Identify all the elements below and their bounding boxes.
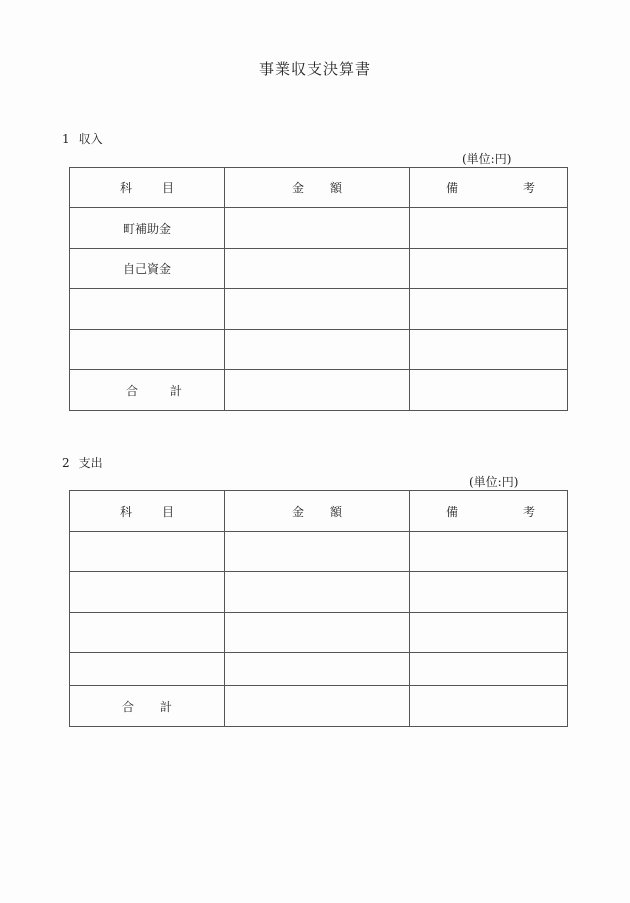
note-cell[interactable]: [410, 613, 568, 653]
amount-cell[interactable]: [225, 330, 410, 370]
table-row: [70, 572, 568, 613]
expense-table: [69, 490, 568, 727]
document-title: 事業収支決算書: [258, 60, 371, 78]
table-row: [70, 330, 568, 370]
income-header-row: [70, 168, 568, 208]
note-cell[interactable]: [410, 289, 568, 330]
header-biko: 備 考: [410, 491, 568, 532]
header-biko: 備 考: [410, 168, 568, 208]
income-unit-label: (単位:円): [462, 152, 512, 166]
income-section-number: 1: [62, 132, 70, 146]
item-cell[interactable]: [70, 613, 225, 653]
expense-section-heading: [62, 454, 103, 471]
income-section-heading: [62, 130, 103, 147]
income-section-title: 収入: [78, 132, 103, 146]
note-cell[interactable]: [410, 532, 568, 572]
note-cell[interactable]: [410, 653, 568, 686]
note-cell[interactable]: [410, 249, 568, 289]
amount-cell[interactable]: [225, 653, 410, 686]
header-kingaku: 金 額: [225, 168, 410, 208]
header-kingaku: 金 額: [225, 491, 410, 532]
table-row: [70, 208, 568, 249]
item-cell[interactable]: [70, 532, 225, 572]
table-row: [70, 532, 568, 572]
header-kamoku: 科 目: [70, 491, 225, 532]
expense-total-row: [70, 686, 568, 727]
total-amount-cell[interactable]: [225, 686, 410, 727]
total-amount-cell[interactable]: [225, 370, 410, 411]
item-cell[interactable]: [70, 572, 225, 613]
item-cell[interactable]: [70, 653, 225, 686]
expense-section-title: 支出: [78, 456, 103, 470]
table-row: [70, 653, 568, 686]
header-kamoku: 科 目: [70, 168, 225, 208]
note-cell[interactable]: [410, 572, 568, 613]
item-cell[interactable]: 町補助金: [70, 208, 225, 249]
table-row: [70, 613, 568, 653]
amount-cell[interactable]: [225, 249, 410, 289]
expense-unit-label: (単位:円): [469, 475, 519, 489]
amount-cell[interactable]: [225, 289, 410, 330]
table-row: [70, 289, 568, 330]
note-cell[interactable]: [410, 330, 568, 370]
expense-header-row: [70, 491, 568, 532]
income-total-row: [70, 370, 568, 411]
total-note-cell[interactable]: [410, 370, 568, 411]
total-label: 合 計: [70, 686, 225, 727]
note-cell[interactable]: [410, 208, 568, 249]
table-row: [70, 249, 568, 289]
amount-cell[interactable]: [225, 532, 410, 572]
item-cell[interactable]: 自己資金: [70, 249, 225, 289]
income-table: [69, 167, 568, 411]
total-note-cell[interactable]: [410, 686, 568, 727]
total-label: 合 計: [70, 370, 225, 411]
amount-cell[interactable]: [225, 572, 410, 613]
expense-section-number: 2: [62, 456, 70, 470]
amount-cell[interactable]: [225, 613, 410, 653]
amount-cell[interactable]: [225, 208, 410, 249]
item-cell[interactable]: [70, 289, 225, 330]
item-cell[interactable]: [70, 330, 225, 370]
